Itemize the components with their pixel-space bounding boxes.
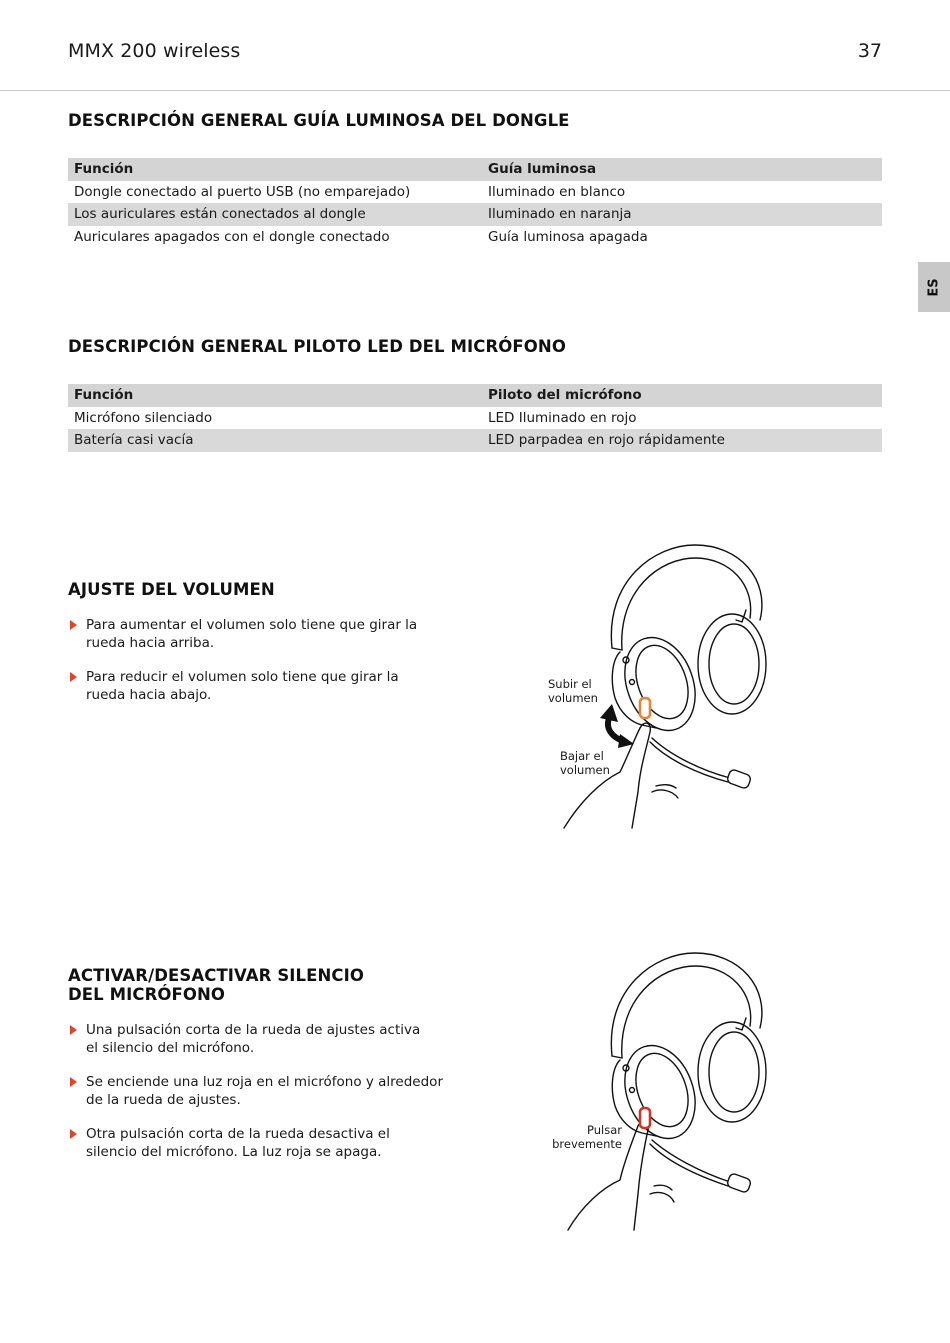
table-cell: Guía luminosa apagada bbox=[488, 229, 648, 246]
table-cell: Los auriculares están conectados al dongle bbox=[68, 203, 482, 226]
bullet-marker-icon bbox=[70, 620, 77, 630]
table-cell: Micrófono silenciado bbox=[74, 409, 213, 426]
table-cell: Dongle conectado al puerto USB (no emparejado) bbox=[74, 183, 411, 200]
list-item: Para reducir el volumen solo tiene que girar la rueda hacia abajo. bbox=[68, 668, 417, 704]
header-divider bbox=[0, 90, 950, 91]
dongle-led-table bbox=[68, 158, 882, 248]
column-header: Piloto del micrófono bbox=[482, 384, 882, 407]
language-tab-label: ES bbox=[926, 277, 942, 297]
volume-down-label: Bajar el volumen bbox=[560, 749, 610, 777]
table-cell: Iluminado en naranja bbox=[482, 203, 882, 226]
list-item: Una pulsación corta de la rueda de ajustes activa el silencio del micrófono. bbox=[68, 1021, 443, 1057]
document-title: MMX 200 wireless bbox=[68, 40, 241, 62]
table-header-row bbox=[68, 158, 882, 181]
table-cell: Batería casi vacía bbox=[68, 429, 482, 452]
page-number: 37 bbox=[857, 40, 882, 62]
mute-section-title: ACTIVAR/DESACTIVAR SILENCIO DEL MICRÓFONO bbox=[68, 966, 365, 1004]
headphone-mute-illustration bbox=[560, 948, 790, 1233]
table-cell: Auriculares apagados con el dongle conectado bbox=[74, 229, 390, 246]
list-item: Para aumentar el volumen solo tiene que girar la rueda hacia arriba. bbox=[68, 616, 417, 652]
mic-led-section-title: DESCRIPCIÓN GENERAL PILOTO LED DEL MICRÓFONO bbox=[68, 337, 566, 356]
table-header-row bbox=[68, 384, 882, 407]
dongle-section-title: DESCRIPCIÓN GENERAL GUÍA LUMINOSA DEL DONGLE bbox=[68, 111, 570, 130]
table-cell: Iluminado en blanco bbox=[488, 183, 626, 200]
bullet-marker-icon bbox=[70, 1129, 77, 1139]
language-tab[interactable] bbox=[918, 262, 950, 312]
column-header: Función bbox=[68, 384, 482, 407]
table-row bbox=[68, 226, 882, 249]
volume-up-label: Subir el volumen bbox=[548, 677, 598, 705]
table-cell: LED parpadea en rojo rápidamente bbox=[482, 429, 882, 452]
list-item: Se enciende una luz roja en el micrófono y alrededor de la rueda de ajustes. bbox=[68, 1073, 443, 1109]
mute-instructions bbox=[68, 1021, 443, 1161]
column-header: Función bbox=[68, 158, 482, 181]
bullet-marker-icon bbox=[70, 1025, 77, 1035]
table-row bbox=[68, 181, 882, 204]
volume-instructions bbox=[68, 616, 417, 704]
table-cell: LED Iluminado en rojo bbox=[488, 409, 637, 426]
bullet-marker-icon bbox=[70, 1077, 77, 1087]
list-item: Otra pulsación corta de la rueda desactiva el silencio del micrófono. La luz roja se apaga. bbox=[68, 1125, 443, 1161]
bullet-marker-icon bbox=[70, 672, 77, 682]
mic-led-table bbox=[68, 384, 882, 452]
table-row bbox=[68, 407, 882, 430]
column-header: Guía luminosa bbox=[482, 158, 882, 181]
press-briefly-label: Pulsar brevemente bbox=[552, 1123, 622, 1151]
table-row bbox=[68, 203, 882, 226]
volume-section-title: AJUSTE DEL VOLUMEN bbox=[68, 580, 275, 599]
table-row bbox=[68, 429, 882, 452]
